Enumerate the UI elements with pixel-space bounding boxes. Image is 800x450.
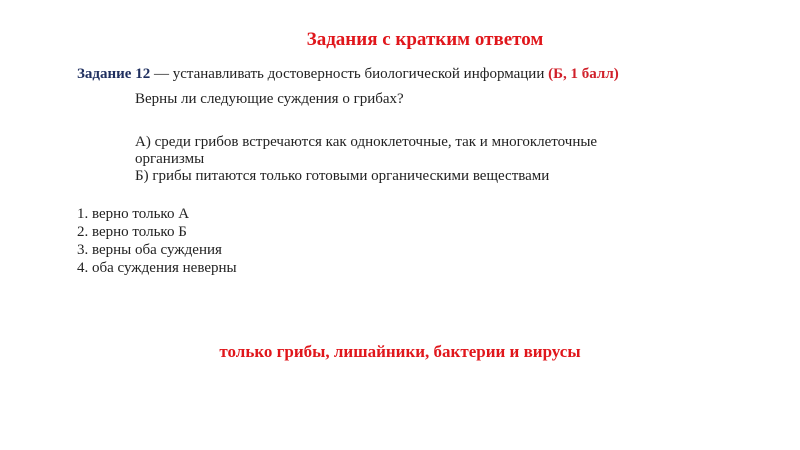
answer-options bbox=[77, 205, 237, 277]
statement-a-cont: организмы bbox=[135, 151, 205, 167]
highlight-note: только грибы, лишайники, бактерии и вирусы bbox=[219, 342, 581, 361]
task-points: (Б, 1 балл) bbox=[548, 66, 619, 82]
question-text: Верны ли следующие суждения о грибах? bbox=[135, 91, 404, 107]
option-2: 2. верно только Б bbox=[77, 224, 187, 240]
slide-title: Задания с кратким ответом bbox=[306, 29, 544, 50]
task-number: Задание 12 bbox=[77, 66, 151, 82]
statements bbox=[135, 134, 597, 185]
statement-a: А) среди грибов встречаются как одноклеточные, так и многоклеточные bbox=[135, 134, 598, 150]
option-1: 1. верно только А bbox=[77, 206, 190, 222]
task-header bbox=[77, 66, 619, 83]
option-3: 3. верны оба суждения bbox=[77, 242, 222, 258]
statement-b: Б) грибы питаются только готовыми органическими веществами bbox=[135, 168, 550, 184]
task-description: — устанавливать достоверность биологической информации bbox=[150, 66, 549, 82]
option-4: 4. оба суждения неверны bbox=[77, 260, 237, 276]
